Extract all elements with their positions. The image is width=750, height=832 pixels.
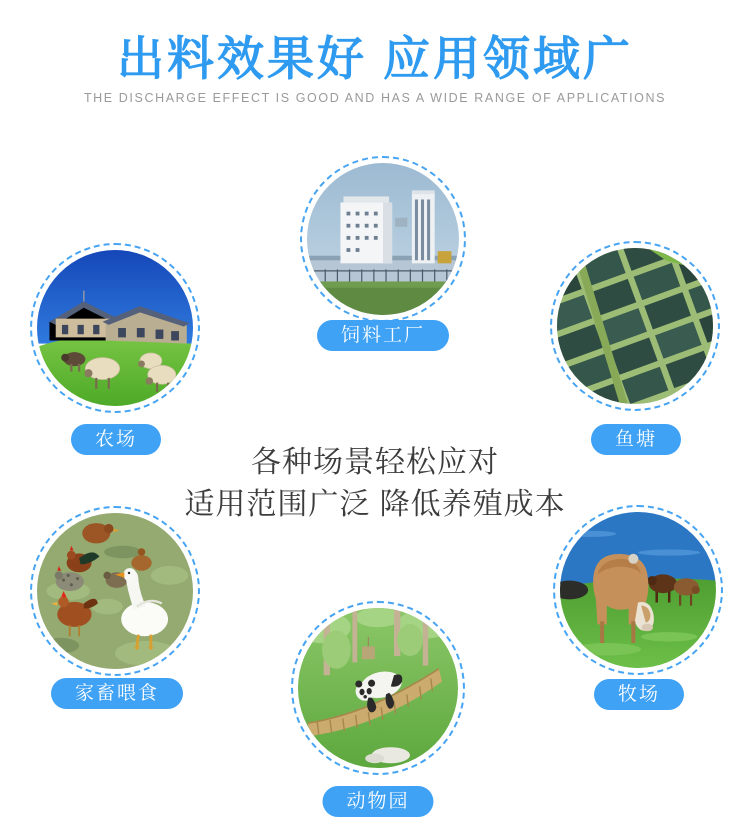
scene-circle-feed-factory <box>300 156 466 322</box>
livestock-feeding-photo <box>37 513 193 669</box>
tagline-line2: 适用范围广泛 降低养殖成本 <box>184 488 566 521</box>
scene-circle-farm <box>30 243 200 413</box>
scene-label-feed-factory: 饲料工厂 <box>317 320 449 351</box>
scene-label-fish-pond: 鱼塘 <box>591 424 681 455</box>
scene-label-livestock-feeding: 家畜喂食 <box>51 678 183 709</box>
pasture-photo <box>560 512 716 668</box>
fish-pond-photo <box>557 248 713 404</box>
scene-circle-pasture <box>553 505 723 675</box>
page-title: 出料效果好 应用领域广 <box>116 32 634 85</box>
page-subtitle: THE DISCHARGE EFFECT IS GOOD AND HAS A WIDE RANGE OF APPLICATIONS <box>83 91 667 105</box>
tagline-line1: 各种场景轻松应对 <box>251 446 499 479</box>
zoo-photo <box>298 608 458 768</box>
scene-circle-fish-pond <box>550 241 720 411</box>
scene-circle-zoo <box>291 601 465 775</box>
scene-label-farm: 农场 <box>71 424 161 455</box>
feed-factory-photo <box>307 163 459 315</box>
scene-circle-livestock-feeding <box>30 506 200 676</box>
scene-label-pasture: 牧场 <box>594 679 684 710</box>
farm-photo <box>37 250 193 406</box>
scene-label-zoo: 动物园 <box>322 786 433 817</box>
